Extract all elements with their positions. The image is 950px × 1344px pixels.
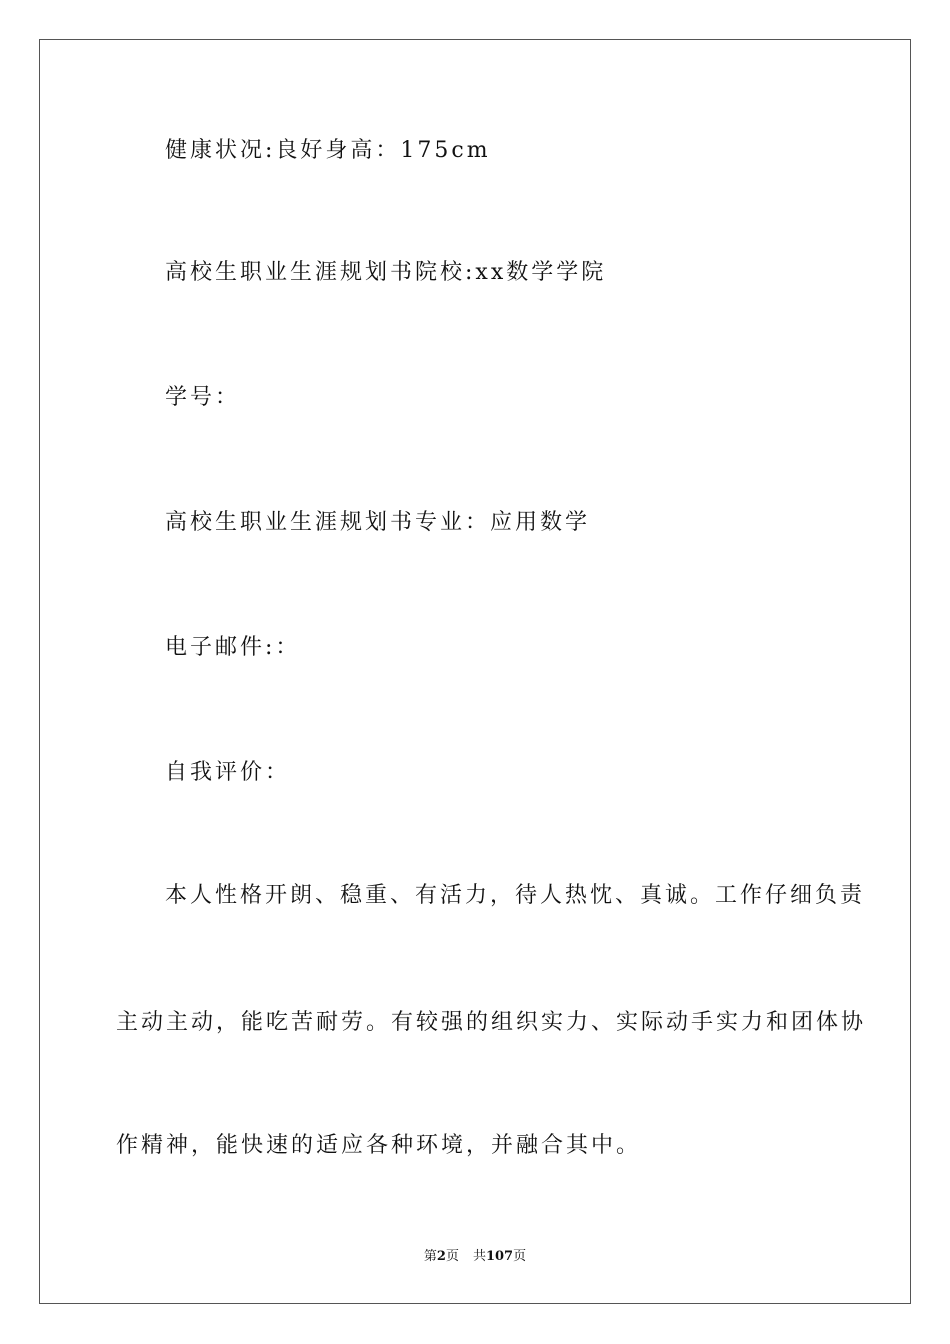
page-prefix: 第 — [423, 1249, 437, 1264]
page-suffix: 页 — [445, 1249, 459, 1264]
total-prefix: 共 — [472, 1249, 486, 1264]
page-number: 2 — [436, 1249, 446, 1264]
self-evaluation-paragraph-line-2: 主动主动，能吃苦耐劳。有较强的组织实力、实际动手实力和团体协 — [116, 1010, 867, 1035]
total-pages: 107 — [485, 1249, 514, 1264]
total-suffix: 页 — [513, 1249, 527, 1264]
major-line: 高校生职业生涯规划书专业：应用数学 — [165, 510, 591, 535]
student-id-line: 学号： — [165, 385, 241, 410]
email-line: 电子邮件:： — [165, 635, 301, 660]
school-line: 高校生职业生涯规划书院校:xx数学学院 — [165, 260, 607, 285]
self-evaluation-heading: 自我评价： — [165, 760, 291, 785]
page-border — [39, 39, 911, 1304]
page-footer — [0, 1247, 950, 1267]
self-evaluation-paragraph-line-3: 作精神，能快速的适应各种环境，并融合其中。 — [116, 1133, 642, 1158]
self-evaluation-paragraph-line-1: 本人性格开朗、稳重、有活力，待人热忱、真诚。工作仔细负责 — [165, 883, 866, 908]
health-height-line: 健康状况:良好身高：175cm — [165, 138, 491, 163]
